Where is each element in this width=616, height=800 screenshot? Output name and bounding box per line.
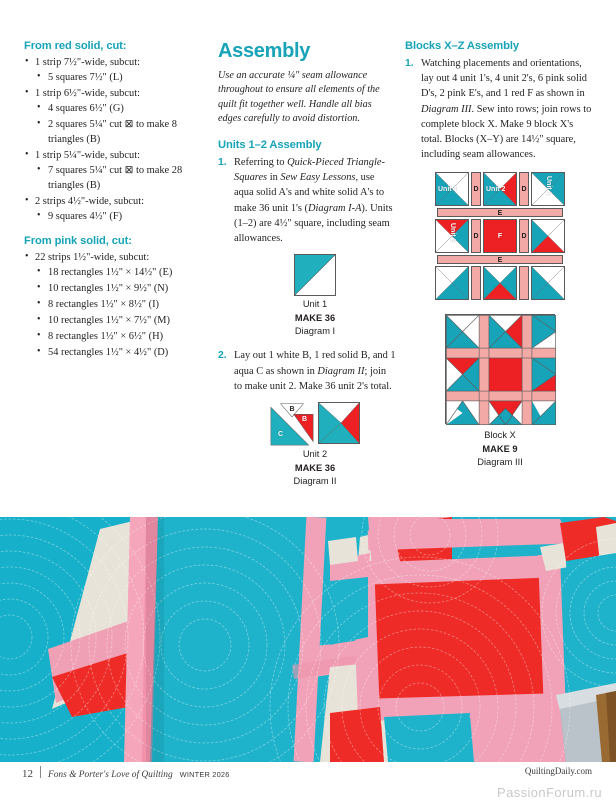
cut-list-sublist <box>35 210 204 225</box>
unit2-assembled-icon <box>319 403 359 443</box>
step-text: Lay out 1 white B, 1 red solid B, and 1 aqua C as shown in <box>234 350 396 377</box>
figure-name: Unit 2 <box>302 449 328 460</box>
cut-list-item <box>24 149 204 194</box>
step-text: ; join to make unit 2. Make 36 unit 2's total. <box>234 365 392 392</box>
step-text: Referring to <box>234 156 288 168</box>
exploded-row-1 <box>405 172 595 206</box>
exploded-e-1 <box>437 208 563 217</box>
step-number: 1. <box>405 58 414 69</box>
cut-list-text: 1 strip 5¼"-wide, subcut: <box>35 149 140 161</box>
step-number: 1. <box>218 156 227 168</box>
exploded-row-2 <box>405 219 595 253</box>
exploded-d-2 <box>519 172 529 206</box>
step-text: . Sew into rows; join rows to complete block X. Make 9 block X's total. Blocks (X–Y) are 14½" square, including seam allowances. <box>421 103 592 161</box>
heading-red-solid: From red solid, cut: <box>24 40 127 52</box>
cut-list-red <box>24 56 204 225</box>
column-blocks-assembly <box>405 40 595 470</box>
diagram-block-x-exploded <box>405 172 595 300</box>
cut-list-sublist <box>35 102 204 148</box>
step-1 <box>218 155 396 339</box>
cut-list-text: 2 strips 4½"-wide, subcut: <box>35 195 145 207</box>
label-b-white: B <box>289 406 295 414</box>
caption-block-x <box>405 429 595 469</box>
cut-list-subitem: • 8 rectangles 1½" × 8½" (I) <box>36 298 204 313</box>
cut-list-text: 22 strips 1½"-wide, subcut: <box>35 251 150 263</box>
step-italic: Sew Easy Lessons <box>280 172 356 184</box>
label-d: D <box>473 186 479 194</box>
cut-list-subitem: • 7 squares 5¼" cut ⊠ to make 28 triangles (B) <box>36 164 204 194</box>
exploded-f <box>483 219 517 253</box>
cut-list-text: 1 strip 6½"-wide, subcut: <box>35 87 140 99</box>
label-e: E <box>497 257 503 265</box>
figure-diagram: Diagram II <box>293 475 337 486</box>
exploded-unit1-a <box>435 172 469 206</box>
exploded-d-4 <box>519 219 529 253</box>
cut-list-subitem: • 54 rectangles 1½" × 4½" (D) <box>36 346 204 361</box>
page-number: 12 <box>22 768 33 780</box>
step-italic: Diagram I-A <box>308 202 362 214</box>
unit2-icon <box>532 220 564 252</box>
footer-divider <box>40 766 41 778</box>
label-e: E <box>497 210 503 218</box>
exploded-d-6 <box>519 266 529 300</box>
caption-unit-1 <box>234 298 396 338</box>
cut-list-item <box>24 87 204 148</box>
step-italic: Diagram II <box>317 365 365 377</box>
blocks-steps <box>405 56 595 162</box>
aqua-triangle-icon <box>295 255 335 295</box>
step-text: , use aqua solid A's and white solid A's to make 36 unit 1's ( <box>234 172 385 214</box>
exploded-d-1 <box>471 172 481 206</box>
assembly-intro: Use an accurate ¼" seam allowance throughout to ensure all elements of the quilt fit together well. Handle all bias edges carefully to avoid distortion. <box>218 70 380 125</box>
quilt-photograph <box>0 517 616 762</box>
column-assembly <box>218 40 396 498</box>
unit2-assembled <box>318 402 360 444</box>
unit1-square <box>294 254 336 296</box>
page-footer <box>0 765 616 800</box>
exploded-unit2-d <box>483 266 517 300</box>
unit1-icon <box>436 267 468 299</box>
units-steps <box>218 155 396 489</box>
heading-blocks-assembly: Blocks X–Z Assembly <box>405 40 519 52</box>
website-url[interactable]: QuiltingDaily.com <box>524 766 592 776</box>
cut-list-subitem: • 2 squares 5¼" cut ⊠ to make 8 triangles (B) <box>36 118 204 148</box>
watermark: PassionForum.ru <box>497 785 602 800</box>
unit2-icon <box>484 267 516 299</box>
cut-list-sublist <box>35 266 204 361</box>
cut-list-item <box>24 251 204 361</box>
diagram-unit-1 <box>234 254 396 296</box>
magazine-title: Fons & Porter's Love of Quilting <box>48 770 173 780</box>
figure-make: MAKE 36 <box>294 462 336 473</box>
block-x-icon <box>446 315 556 425</box>
figure-make: MAKE 36 <box>294 312 336 323</box>
label-d: D <box>521 186 527 194</box>
step-number: 2. <box>218 350 227 362</box>
cut-list-subitem: • 10 rectangles 1½" × 9½" (N) <box>36 282 204 297</box>
step-italic: Quick-Pieced Triangle-Squares <box>234 156 385 184</box>
cut-list-pink <box>24 251 204 361</box>
step-text: ). Units (1–2) are 4½" square, including seam allowances. <box>234 202 393 244</box>
figure-diagram: Diagram I <box>294 326 336 336</box>
exploded-unit2-c <box>531 219 565 253</box>
cut-list-subitem: • 9 squares 4½" (F) <box>36 210 204 225</box>
label-unit1: Unit 1 <box>545 176 552 196</box>
column-cutting-instructions <box>24 40 204 371</box>
unit2-exploded <box>270 402 314 446</box>
cut-list-subitem: • 10 rectangles 1½" × 7½" (M) <box>36 314 204 329</box>
diagram-block-x-finished <box>405 314 595 424</box>
cut-list-sublist <box>35 71 204 86</box>
label-c-aqua: C <box>278 431 284 439</box>
exploded-row-3 <box>405 266 595 300</box>
issue-date: WINTER 2026 <box>179 770 230 779</box>
exploded-unit1-d <box>531 266 565 300</box>
figure-make: MAKE 9 <box>482 443 518 454</box>
block-x-composite <box>445 314 555 424</box>
exploded-unit1-c <box>435 266 469 300</box>
step-blocks-1 <box>405 56 595 162</box>
label-d: D <box>521 233 527 241</box>
cut-list-subitem: • 8 rectangles 1½" × 6½" (H) <box>36 330 204 345</box>
exploded-d-5 <box>471 266 481 300</box>
figure-name: Block X <box>484 430 516 441</box>
exploded-row-e-1 <box>405 208 595 217</box>
unit1-icon <box>532 267 564 299</box>
label-unit1: Unit 1 <box>438 186 458 194</box>
label-d: D <box>473 233 479 241</box>
heading-units-assembly: Units 1–2 Assembly <box>218 138 322 151</box>
exploded-e-2 <box>437 255 563 264</box>
cut-list-subitem: • 5 squares 7½" (L) <box>36 71 204 86</box>
exploded-unit2-a <box>483 172 517 206</box>
cut-list-item <box>24 56 204 86</box>
exploded-row-e-2 <box>405 255 595 264</box>
diagram-unit-2 <box>234 402 396 446</box>
cut-list-item <box>24 195 204 225</box>
exploded-d-3 <box>471 219 481 253</box>
step-text: in <box>267 172 281 184</box>
heading-pink-solid: From pink solid, cut: <box>24 234 132 247</box>
figure-name: Unit 1 <box>302 299 328 310</box>
label-b-red: B <box>301 416 307 424</box>
step-2 <box>218 348 396 488</box>
cut-list-sublist <box>35 164 204 194</box>
footer-left <box>22 765 230 780</box>
step-text: Watching placements and orientations, lay out 4 unit 1's, 4 unit 2's, 6 pink solid D's, 2 pink E's, and 1 red F as shown in <box>421 58 587 100</box>
label-f: F <box>497 233 503 241</box>
cut-list-text: 1 strip 7½"-wide, subcut: <box>35 57 140 68</box>
exploded-unit2-b <box>435 219 469 253</box>
step-italic: Diagram III <box>421 103 472 115</box>
exploded-unit1-b <box>531 172 565 206</box>
caption-unit-2 <box>234 448 396 488</box>
label-unit2: Unit 2 <box>449 223 456 243</box>
cut-list-subitem: • 18 rectangles 1½" × 14½" (E) <box>36 266 204 281</box>
cut-list-subitem: • 4 squares 6½" (G) <box>36 102 204 117</box>
quilt-photo-illustration <box>0 517 616 762</box>
figure-diagram: Diagram III <box>477 457 523 468</box>
page-title: Assembly <box>218 40 311 62</box>
label-unit2: Unit 2 <box>486 186 506 194</box>
